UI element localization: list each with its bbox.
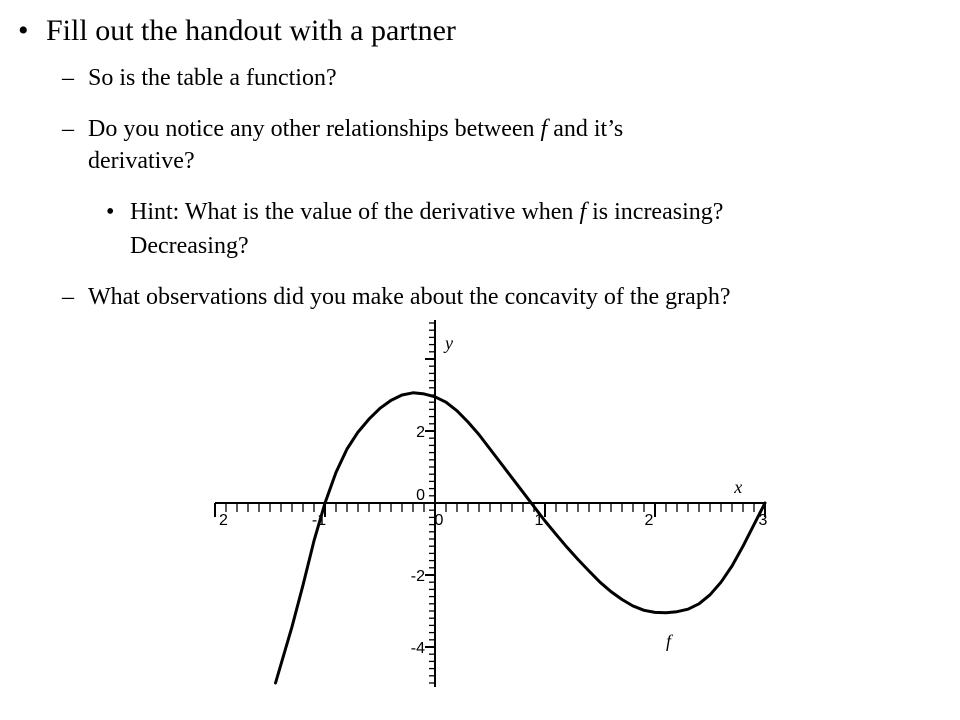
x-tick-label: 3 <box>758 512 768 529</box>
x-tick-label: 2 <box>644 512 654 529</box>
dash-marker: – <box>62 116 74 142</box>
dash-marker: – <box>62 65 74 91</box>
sub-bullet-relationships-line2: derivative? <box>88 148 195 174</box>
text-run: and it’s <box>547 116 624 142</box>
x-tick-label: 1 <box>534 512 544 529</box>
function-graph <box>200 315 780 715</box>
curve-f <box>276 393 766 683</box>
text-run: is increasing? <box>586 199 724 225</box>
sub-bullet-relationships-line1 <box>88 117 623 141</box>
y-tick-label: 2 <box>416 424 425 441</box>
hint-line1 <box>130 200 723 224</box>
bullet-marker: • <box>18 14 29 47</box>
text-run: Hint: What is the value of the derivative when <box>130 199 580 225</box>
f-italic: f <box>540 116 548 142</box>
sub-bullet-function-question: So is the table a function? <box>88 65 337 91</box>
y-tick-label: -4 <box>410 640 425 657</box>
sub-bullet-concavity: What observations did you make about the concavity of the graph? <box>88 284 731 310</box>
main-bullet-text: Fill out the handout with a partner <box>46 14 456 47</box>
x-tick-label: 2 <box>219 512 228 529</box>
tick-labels <box>219 424 768 657</box>
x-axis-label: x <box>734 477 743 497</box>
hint-bullet-marker: • <box>106 199 115 225</box>
hint-line2: Decreasing? <box>130 233 249 259</box>
y-tick-label: 0 <box>416 487 425 504</box>
y-axis-label: y <box>445 333 453 353</box>
curve-label: f <box>666 631 672 651</box>
f-italic: f <box>579 199 587 225</box>
dash-marker: – <box>62 284 74 310</box>
x-tick-label: -1 <box>311 512 327 529</box>
text-run: Do you notice any other relationships between <box>88 116 541 142</box>
y-tick-label: -2 <box>410 568 425 585</box>
x-tick-label: 0 <box>434 512 444 529</box>
